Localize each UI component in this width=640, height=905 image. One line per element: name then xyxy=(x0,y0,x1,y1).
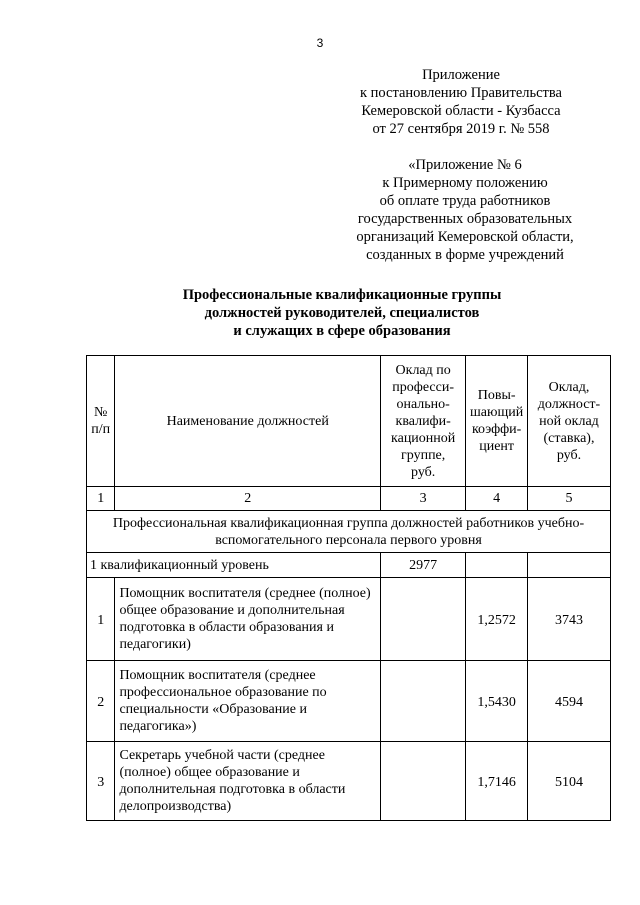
row-rate: 3743 xyxy=(527,578,610,661)
appendix-sub-line: об оплате труда работников xyxy=(379,193,551,209)
title-line: Профессиональные квалификационные группы xyxy=(182,287,502,303)
level-salary: 2977 xyxy=(380,553,465,578)
appendix-main-block xyxy=(330,66,592,138)
appendix-sub-line: «Приложение № 6 xyxy=(408,157,522,173)
appendix-sub-block xyxy=(340,156,590,264)
title-line: должностей руководителей, специалистов xyxy=(204,305,480,321)
row-salary-empty xyxy=(380,742,465,821)
row-coefficient: 1,2572 xyxy=(466,578,528,661)
appendix-sub-line: к Примерному положению xyxy=(382,175,548,191)
appendix-main-line: Кемеровской области - Кузбасса xyxy=(361,103,561,119)
header-num: № п/п xyxy=(87,356,115,487)
row-num: 3 xyxy=(87,742,115,821)
document-title xyxy=(80,286,604,340)
appendix-sub-line: государственных образовательных xyxy=(357,211,573,227)
column-index: 4 xyxy=(466,487,528,511)
row-coefficient: 1,5430 xyxy=(466,661,528,742)
table-row xyxy=(87,742,611,821)
row-rate: 5104 xyxy=(527,742,610,821)
column-index: 5 xyxy=(527,487,610,511)
appendix-sub-line: созданных в форме учреждений xyxy=(366,247,564,263)
appendix-sub-line: организаций Кемеровской области, xyxy=(356,229,574,245)
row-salary-empty xyxy=(380,661,465,742)
qualification-table xyxy=(86,355,611,821)
row-salary-empty xyxy=(380,578,465,661)
group-title-row xyxy=(87,511,611,553)
appendix-main-line: к постановлению Правительства xyxy=(360,85,562,101)
group-title: Профессиональная квалификационная группа должностей работников учебно-вспомогательного персонала первого уровня xyxy=(87,511,611,553)
appendix-main-line: Приложение xyxy=(422,67,500,83)
table-row xyxy=(87,661,611,742)
column-index: 1 xyxy=(87,487,115,511)
row-position-name: Помощник воспитателя (среднее (полное) общее образование и дополнительная подготовка в области образования и педагогики) xyxy=(115,578,381,661)
header-coefficient: Повы- шающий коэффи- циент xyxy=(466,356,528,487)
row-rate: 4594 xyxy=(527,661,610,742)
level-rate-empty xyxy=(527,553,610,578)
column-index-row xyxy=(87,487,611,511)
row-position-name: Помощник воспитателя (среднее профессиональное образование по специальности «Образование и педагогика») xyxy=(115,661,381,742)
table-header-row xyxy=(87,356,611,487)
level-label: 1 квалификационный уровень xyxy=(87,553,381,578)
row-num: 2 xyxy=(87,661,115,742)
header-rate: Оклад, должност- ной оклад (ставка), руб. xyxy=(527,356,610,487)
page-number: 3 xyxy=(316,36,324,50)
row-num: 1 xyxy=(87,578,115,661)
column-index: 3 xyxy=(380,487,465,511)
column-index: 2 xyxy=(115,487,381,511)
level-coef-empty xyxy=(466,553,528,578)
table-row xyxy=(87,578,611,661)
row-position-name: Секретарь учебной части (среднее (полное) общее образование и дополнительная подготовка в области делопроизводства) xyxy=(115,742,381,821)
title-line: и служащих в сфере образования xyxy=(233,323,451,339)
header-salary: Оклад по професси- онально- квалифи- кационной группе, руб. xyxy=(380,356,465,487)
level-row xyxy=(87,553,611,578)
header-name: Наименование должностей xyxy=(115,356,381,487)
row-coefficient: 1,7146 xyxy=(466,742,528,821)
appendix-main-line: от 27 сентября 2019 г. № 558 xyxy=(372,121,550,137)
